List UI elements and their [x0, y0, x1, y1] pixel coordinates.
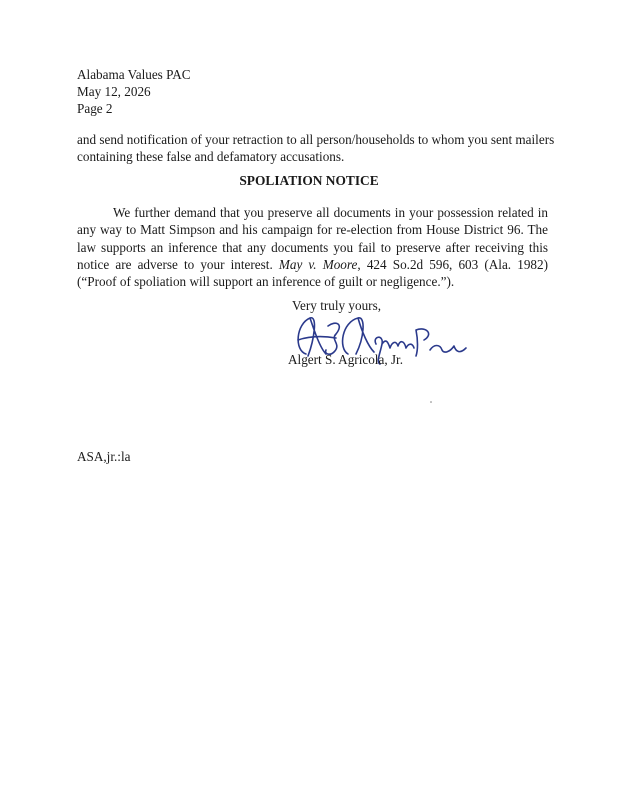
typist-initials: ASA,jr.:la	[77, 449, 131, 464]
case-name: May v. Moore	[278, 256, 358, 272]
case-citation: , 424 So.2d 596, 603 (Ala. 1982) (“Proof of spoliation will support an inference of guilt or negligence.”).	[77, 256, 548, 290]
recipient-name: Alabama Values PAC	[77, 67, 191, 82]
continuation-line-1: and send notification of your retraction to all person/households to whom you sent mailers	[77, 132, 555, 147]
spoliation-heading: SPOLIATION NOTICE	[239, 173, 379, 188]
closing-salutation: Very truly yours,	[292, 298, 382, 313]
continuation-line-2: containing these false and defamatory accusations.	[77, 149, 345, 164]
scan-speck	[430, 401, 432, 403]
page-number: Page 2	[77, 101, 113, 116]
spoliation-paragraph	[77, 204, 548, 290]
signer-name: Algert S. Agricola, Jr.	[288, 352, 404, 367]
letter-date: May 12, 2026	[77, 84, 151, 99]
spoliation-lead-text: We further demand that you preserve all documents in your possession related in any way to Matt Simpson and his campaign for re-election from House District 96. The law supports an inference that any documents you fail to preserve after receiving this notice are adverse to your interest.	[77, 205, 548, 272]
